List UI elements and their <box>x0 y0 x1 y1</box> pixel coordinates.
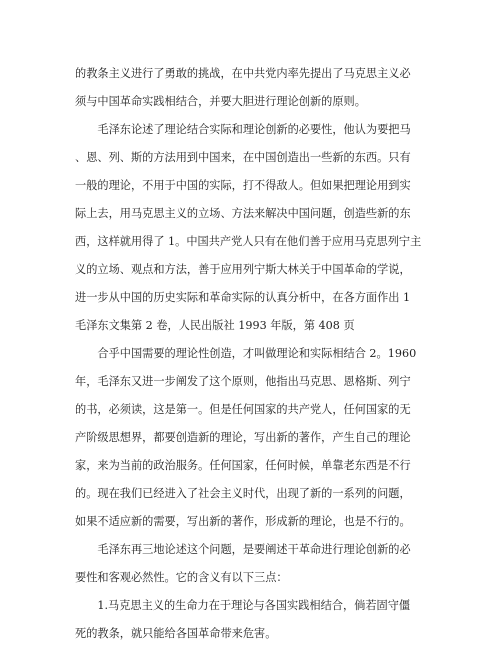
text-line: 毛泽东再三地论述这个问题，是要阐述干革命进行理论创新的必 <box>75 543 411 556</box>
text-line: 年，毛泽东又进一步阐发了这个原则，他指出马克思、恩格斯、列宁 <box>75 375 411 388</box>
list-item-line: 1.马克思主义的生命力在于理论与各国实践相结合，倘若固守僵 <box>75 599 411 612</box>
text-line: 合乎中国需要的理论性创造，才叫做理论和实际相结合 2。1960 <box>75 347 417 360</box>
text-line: 要性和客观必然性。它的含义有以下三点： <box>75 571 288 584</box>
text-line: 西，这样就用得了 1。中国共产党人只有在他们善于应用马克思列宁主 <box>75 235 422 248</box>
text-line: 的。现在我们已经进入了社会主义时代，出现了新的一系列的问题， <box>75 487 411 500</box>
text-line: 毛泽东论述了理论结合实际和理论创新的必要性，他认为要把马 <box>75 123 411 136</box>
text-line: 产阶级思想界，都要创造新的理论，写出新的著作，产生自己的理论 <box>75 431 411 444</box>
text-line: 家，来为当前的政治服务。任何国家，任何时候，单靠老东西是不行 <box>75 459 411 472</box>
text-line: 进一步从中国的历史实际和革命实际的认真分析中，在各方面作出 1 <box>75 291 411 304</box>
list-item-line: 死的教条，就只能给各国革命带来危害。 <box>75 627 277 640</box>
text-line: 义的立场、观点和方法，善于应用列宁斯大林关于中国革命的学说， <box>75 263 411 276</box>
text-line: 、恩、列、斯的方法用到中国来，在中国创造出一些新的东西。只有 <box>75 151 411 164</box>
document-page <box>75 60 435 648</box>
text-line: 的教条主义进行了勇敢的挑战，在中共党内率先提出了马克思主义必 <box>75 67 411 80</box>
text-line: 的书，必须读，这是第一。但是任何国家的共产党人，任何国家的无 <box>75 403 411 416</box>
text-line: 如果不适应新的需要，写出新的著作，形成新的理论，也是不行的。 <box>75 515 411 528</box>
text-line: 际上去，用马克思主义的立场、方法来解决中国问题，创造些新的东 <box>75 207 411 220</box>
text-line: 须与中国革命实践相结合，并要大胆进行理论创新的原则。 <box>75 95 366 108</box>
footnote-line: 毛泽东文集第 2 卷，人民出版社 1993 年版，第 408 页 <box>75 319 355 332</box>
text-line: 一般的理论，不用于中国的实际，打不得敌人。但如果把理论用到实 <box>75 179 411 192</box>
